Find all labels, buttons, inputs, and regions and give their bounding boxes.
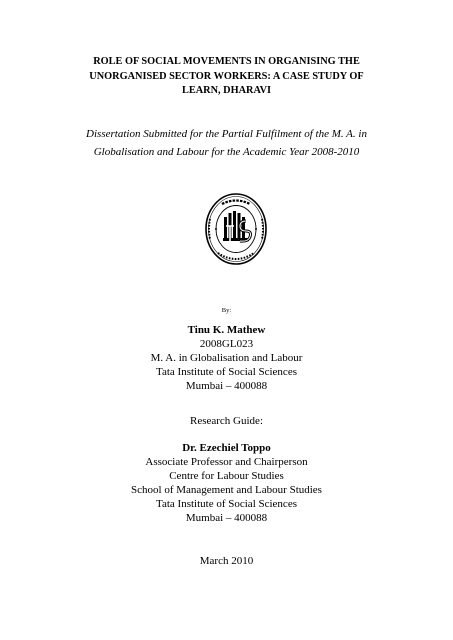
guide-heading: Research Guide: <box>190 415 263 427</box>
dissertation-statement <box>0 126 453 161</box>
guide-designation: Associate Professor and Chairperson <box>145 456 308 468</box>
guide-city: Mumbai – 400088 <box>185 512 268 524</box>
date-text: March 2010 <box>199 555 254 567</box>
submission-date <box>0 554 453 568</box>
title-line-1: ROLE OF SOCIAL MOVEMENTS IN ORGANISING THE <box>93 56 360 67</box>
guide-centre: Centre for Labour Studies <box>169 470 284 482</box>
by-label-text: By: <box>221 307 232 314</box>
author-institute: Tata Institute of Social Sciences <box>156 366 297 378</box>
guide-institute: Tata Institute of Social Sciences <box>156 498 297 510</box>
guide-block <box>0 414 453 525</box>
tiss-emblem-icon <box>204 191 268 267</box>
title-line-3: LEARN, DHARAVI <box>181 85 272 96</box>
author-id: 2008GL023 <box>199 338 254 350</box>
author-block <box>0 323 453 393</box>
guide-name: Dr. Ezechiel Toppo <box>182 442 271 454</box>
author-programme: M. A. in Globalisation and Labour <box>150 352 303 364</box>
by-label <box>0 307 453 315</box>
document-title <box>0 55 453 99</box>
subtitle-line-1: Dissertation Submitted for the Partial Fulfilment of the M. A. in <box>86 128 367 140</box>
guide-school: School of Management and Labour Studies <box>131 484 322 496</box>
subtitle-line-2: Globalisation and Labour for the Academic Year 2008-2010 <box>93 145 360 158</box>
title-line-2: UNORGANISED SECTOR WORKERS: A CASE STUDY OF <box>89 70 364 82</box>
author-city: Mumbai – 400088 <box>185 380 268 392</box>
author-name: Tinu K. Mathew <box>187 324 266 336</box>
